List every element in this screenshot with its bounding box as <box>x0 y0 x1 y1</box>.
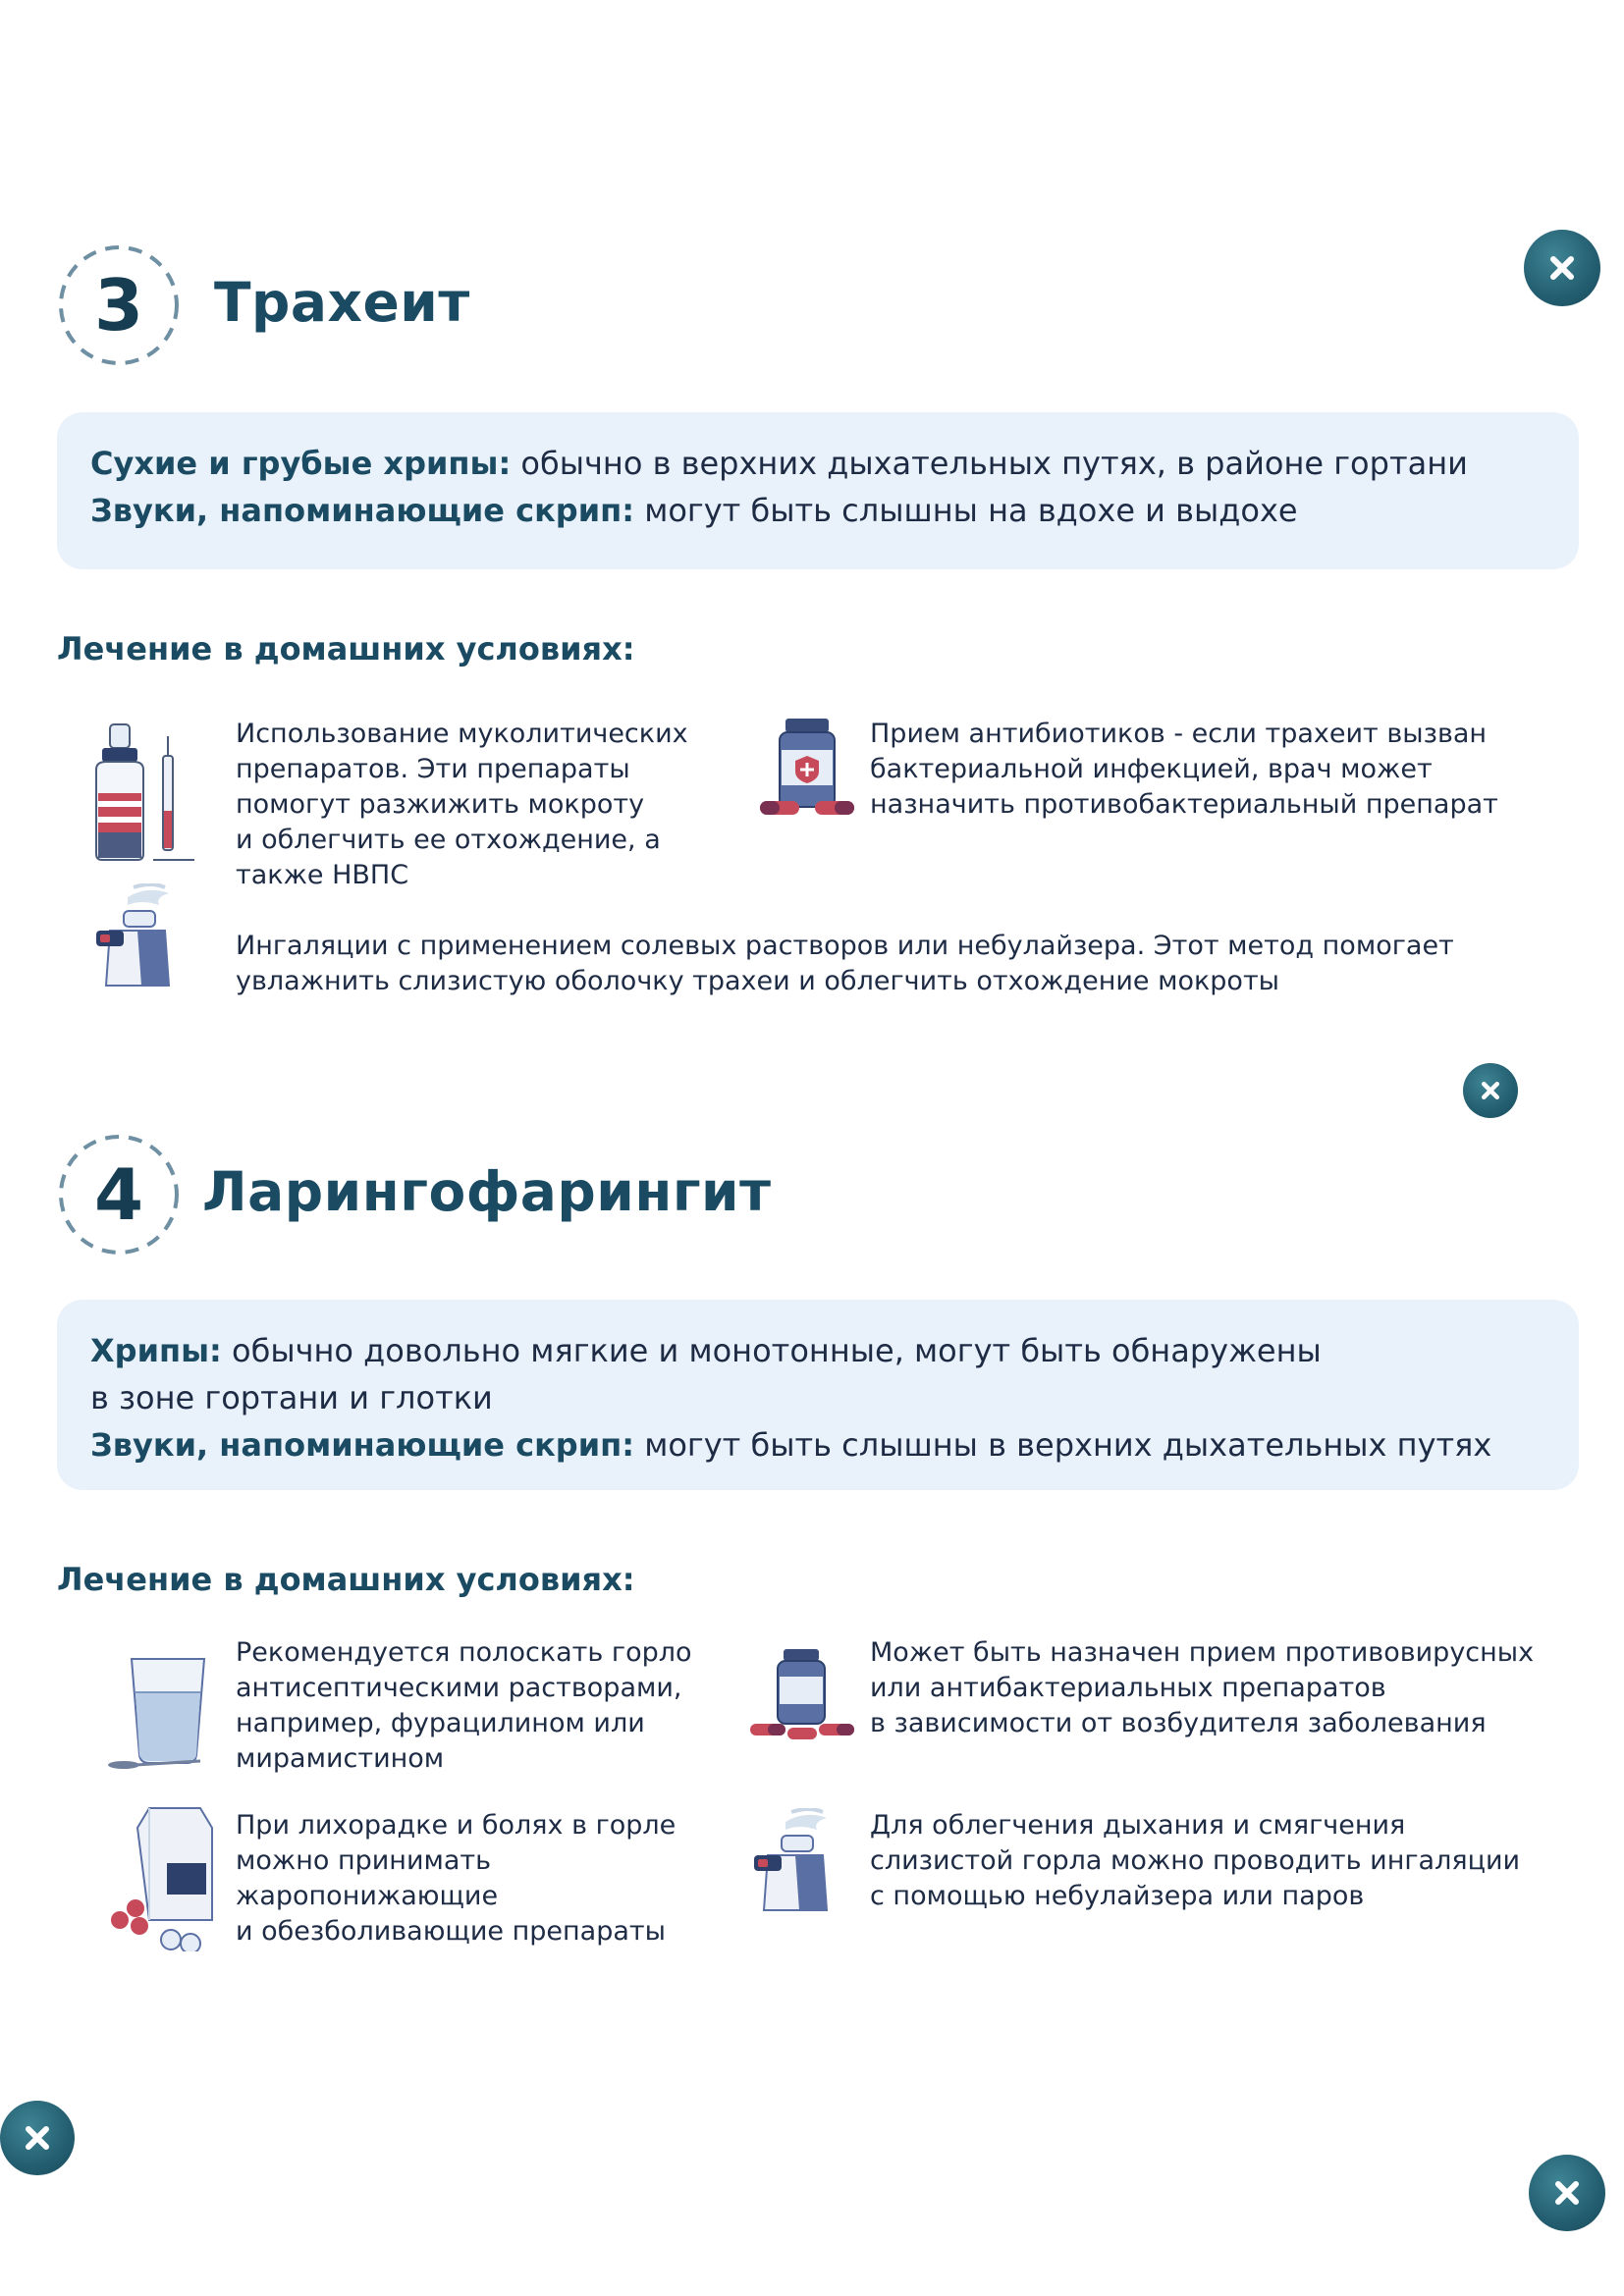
symptom-text: могут быть слышны на вдохе и выдохе <box>634 492 1298 529</box>
symptom-label: Хрипы: <box>90 1332 222 1369</box>
water-glass-icon <box>102 1653 230 1771</box>
inhaler-icon <box>748 1808 846 1918</box>
section-number-badge <box>57 243 181 367</box>
close-button[interactable] <box>1529 2155 1605 2231</box>
treatment-item-text: Ингаляции с применением солевых растворов или небулайзера. Этот метод помогает увлажнить слизистую оболочку трахеи и облегчить отхождение мокроты <box>236 931 1454 996</box>
treatment-item-text: Использование муколитических препаратов. Эти препараты помогут разжижить мокроту и облегчить ее отхождение, а также НВПС <box>236 719 688 890</box>
treatment-item-text: Для облегчения дыхания и смягчения слизистой горла можно проводить ингаляции с помощью небулайзера или паров <box>870 1810 1521 1911</box>
symptom-line <box>90 1327 1579 1374</box>
close-button[interactable] <box>1524 230 1600 306</box>
symptom-label: Сухие и грубые хрипы: <box>90 445 512 482</box>
close-button[interactable] <box>1463 1063 1518 1118</box>
symptom-label: Звуки, напоминающие скрип: <box>90 1426 635 1464</box>
symptom-label: Звуки, напоминающие скрип: <box>90 492 635 529</box>
symptom-text: могут быть слышны в верхних дыхательных путях <box>634 1426 1492 1464</box>
close-button[interactable] <box>0 2101 75 2175</box>
section-number: 3 <box>93 264 144 347</box>
symptom-line <box>90 487 1579 534</box>
close-icon <box>18 2118 57 2158</box>
symptom-line <box>90 440 1579 487</box>
close-icon <box>1476 1076 1505 1105</box>
inhaler-icon <box>90 883 189 993</box>
symptom-line <box>90 1421 1579 1468</box>
treatment-item-text: Прием антибиотиков - если трахеит вызван бактериальной инфекцией, врач может назначить противобактериальный препарат <box>870 719 1498 820</box>
treatment-heading: Лечение в домашних условиях: <box>57 630 635 667</box>
symptom-text: обычно в верхних дыхательных путях, в районе гортани <box>511 445 1468 482</box>
close-icon <box>1543 248 1582 288</box>
symptoms-box <box>57 412 1579 569</box>
pill-bottle-icon <box>758 715 856 823</box>
pill-bottle-icon <box>748 1645 856 1743</box>
section-number: 4 <box>93 1153 144 1236</box>
treatment-item-text: Может быть назначен прием противовирусных или антибактериальных препаратов в зависимости от возбудителя заболевания <box>870 1637 1535 1738</box>
treatment-item-text: Рекомендуется полоскать горло антисептическими растворами, например, фурацилином или мирамистином <box>236 1637 692 1774</box>
section-title: Ларингофарингит <box>202 1160 772 1223</box>
symptoms-box <box>57 1300 1579 1490</box>
symptom-line: в зоне гортани и глотки <box>90 1379 493 1416</box>
treatment-heading: Лечение в домашних условиях: <box>57 1561 635 1598</box>
medicine-bottle-syringe-icon <box>84 717 202 864</box>
medicine-packet-icon <box>110 1804 228 1951</box>
treatment-item-text: При лихорадке и болях в горле можно принимать жаропонижающие и обезболивающие препараты <box>236 1810 677 1947</box>
section-title: Трахеит <box>214 271 470 334</box>
symptom-text: обычно довольно мягкие и монотонные, могут быть обнаружены <box>221 1332 1322 1369</box>
section-number-badge <box>57 1133 181 1256</box>
close-icon <box>1547 2173 1587 2213</box>
